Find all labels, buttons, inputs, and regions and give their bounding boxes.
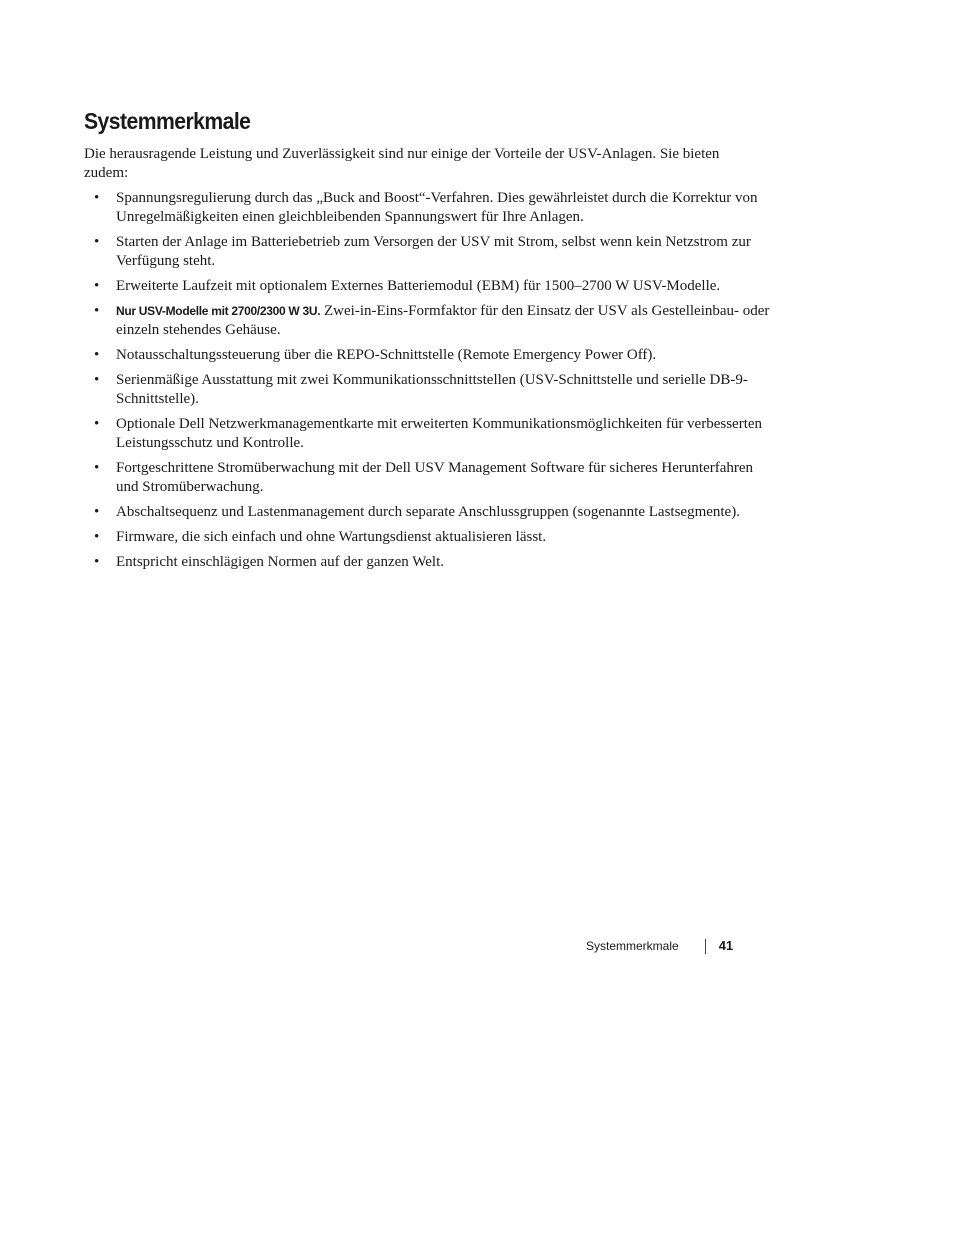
- list-item: [84, 346, 774, 365]
- list-item: [84, 302, 774, 340]
- intro-paragraph: Die herausragende Leistung und Zuverlässigkeit sind nur einige der Vorteile der USV-Anlagen. Sie bieten zudem:: [84, 146, 720, 181]
- bullet-icon: •: [94, 554, 100, 570]
- bullet-icon: •: [94, 190, 100, 206]
- list-item-text: Zwei-in-Eins-Formfaktor für den Einsatz der USV als Gestelleinbau- oder einzeln stehendes Gehäuse.: [116, 303, 770, 338]
- list-item-text: Notausschaltungssteuerung über die REPO-Schnittstelle (Remote Emergency Power Off).: [116, 347, 657, 363]
- list-item: [84, 553, 774, 572]
- list-item: [84, 459, 774, 497]
- bullet-icon: •: [94, 529, 100, 545]
- list-item-text: Optionale Dell Netzwerkmanagementkarte mit erweiterten Kommunikationsmöglichkeiten für verbesserten Leistungsschutz und Kontrolle.: [116, 416, 763, 451]
- footer-section-title: Systemmerkmale: [586, 939, 679, 953]
- bullet-icon: •: [94, 372, 100, 388]
- list-item: [84, 415, 774, 453]
- bullet-icon: •: [94, 303, 100, 319]
- bullet-icon: •: [94, 278, 100, 294]
- list-item: [84, 233, 774, 271]
- footer-divider: [705, 939, 706, 954]
- bullet-icon: •: [94, 234, 100, 250]
- list-item: [84, 528, 774, 547]
- bullet-icon: •: [94, 504, 100, 520]
- list-item-text: Erweiterte Laufzeit mit optionalem Externes Batteriemodul (EBM) für 1500–2700 W USV-Modelle.: [116, 278, 721, 294]
- bullet-icon: •: [94, 347, 100, 363]
- bullet-icon: •: [94, 460, 100, 476]
- list-item-text: Firmware, die sich einfach und ohne Wartungsdienst aktualisieren lässt.: [116, 529, 547, 545]
- list-item-text: Fortgeschrittene Stromüberwachung mit der Dell USV Management Software für sicheres Herunterfahren und Stromüberwachung.: [116, 460, 754, 495]
- list-item-text: Abschaltsequenz und Lastenmanagement durch separate Anschlussgruppen (sogenannte Lastsegmente).: [116, 504, 740, 520]
- page-title: Systemmerkmale: [84, 108, 251, 134]
- page-number: 41: [718, 938, 734, 953]
- list-item: [84, 503, 774, 522]
- page-footer: [586, 938, 733, 954]
- list-item: [84, 371, 774, 409]
- list-item-text: Spannungsregulierung durch das „Buck and Boost“-Verfahren. Dies gewährleistet durch die Korrektur von Unregelmäßigkeiten einen gleichbleibenden Spannungswert für Ihre Anlagen.: [116, 190, 758, 225]
- list-item-lead: Nur USV-Modelle mit 2700/2300 W 3U.: [116, 304, 321, 318]
- list-item-text: Entspricht einschlägigen Normen auf der ganzen Welt.: [116, 554, 444, 570]
- list-item: [84, 189, 774, 227]
- list-item: [84, 277, 774, 296]
- list-item-text: Serienmäßige Ausstattung mit zwei Kommunikationsschnittstellen (USV-Schnittstelle und serielle DB-9-Schnittstelle).: [116, 372, 748, 407]
- feature-list: [84, 189, 774, 578]
- bullet-icon: •: [94, 416, 100, 432]
- list-item-text: Starten der Anlage im Batteriebetrieb zum Versorgen der USV mit Strom, selbst wenn kein Netzstrom zur Verfügung steht.: [116, 234, 751, 269]
